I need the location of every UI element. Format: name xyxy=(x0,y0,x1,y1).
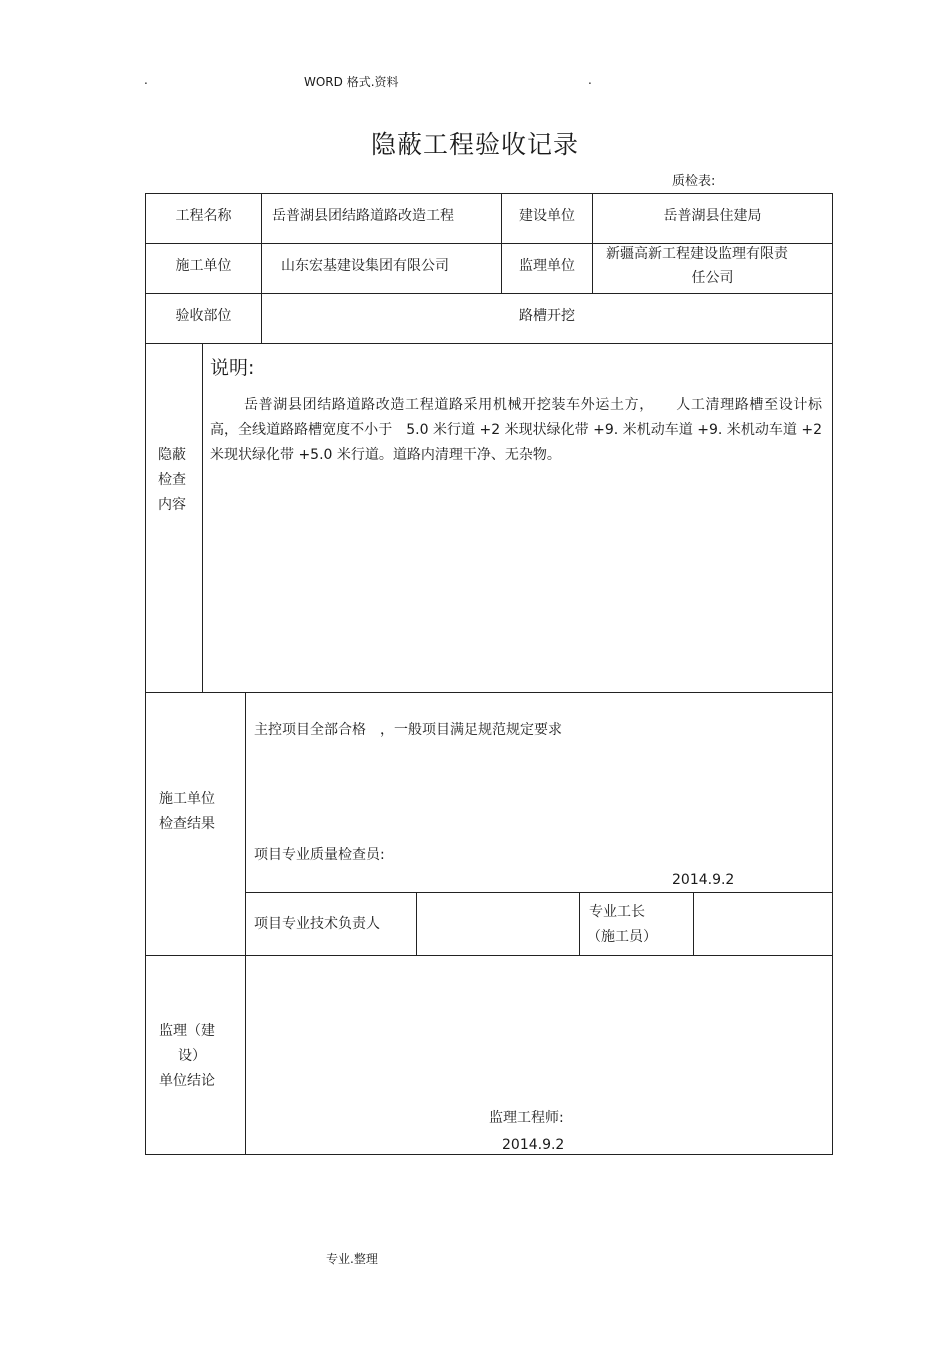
table-rule xyxy=(245,892,833,893)
table-rule xyxy=(145,343,833,344)
table-rule xyxy=(693,892,694,955)
engineer-label: 监理工程师: xyxy=(489,1110,564,1126)
header-dot-left: . xyxy=(144,73,148,87)
supervisor-label: 监理单位 xyxy=(519,258,575,274)
header-text: WORD 格式.资料 xyxy=(304,75,399,89)
contractor-label: 施工单位 xyxy=(175,258,232,274)
table-border-left xyxy=(145,193,146,1155)
part-value: 路槽开挖 xyxy=(519,308,575,324)
supervisor-value-line1: 新疆高新工程建设监理有限责 xyxy=(606,246,788,262)
tech-lead-label: 项目专业技术负责人 xyxy=(254,916,380,932)
table-rule xyxy=(416,892,417,955)
header-dot-right: . xyxy=(588,73,592,87)
supervisor-value-line2: 任公司 xyxy=(691,270,734,286)
table-border-right xyxy=(832,193,833,1155)
table-border-bottom xyxy=(145,1154,833,1155)
check-result-text: 主控项目全部合格 ，一般项目满足规范规定要求 xyxy=(254,722,562,738)
form-code-label: 质检表: xyxy=(672,174,716,189)
check-date: 2014.9.2 xyxy=(672,872,735,888)
table-rule xyxy=(145,293,833,294)
conclusion-label-line2: 设） xyxy=(178,1048,206,1064)
table-rule xyxy=(202,343,203,692)
note-text: 岳普湖县团结路道路改造工程道路采用机械开挖装车外运土方， 人工清理路槽至设计标高，全线道路路槽宽度不小于 5.0 米行道 +2 米现状绿化带 +9. 米机动车道 +9. 米机动车道 +2 米现状绿化带 +5.0 米行道。道路内清理干净、无杂物。 xyxy=(210,397,822,463)
check-label-line2: 检查结果 xyxy=(159,816,215,832)
foreman-label-line2: （施工员） xyxy=(587,929,657,945)
table-rule xyxy=(579,892,580,955)
table-border-top xyxy=(145,193,833,194)
check-label-line1: 施工单位 xyxy=(159,791,215,807)
note-heading: 说明: xyxy=(210,357,255,379)
contractor-value: 山东宏基建设集团有限公司 xyxy=(281,258,449,274)
project-name-value: 岳普湖县团结路道路改造工程 xyxy=(272,208,454,224)
project-name-label: 工程名称 xyxy=(175,208,232,224)
table-rule xyxy=(245,692,246,1154)
part-label: 验收部位 xyxy=(175,308,232,324)
table-rule xyxy=(145,955,833,956)
owner-label: 建设单位 xyxy=(519,208,575,224)
conclusion-label-line3: 单位结论 xyxy=(159,1073,215,1089)
owner-value: 岳普湖县住建局 xyxy=(663,208,762,224)
footer-text: 专业.整理 xyxy=(326,1252,378,1266)
foreman-label-line1: 专业工长 xyxy=(589,904,645,920)
conclusion-date: 2014.9.2 xyxy=(502,1137,565,1153)
hidden-content-label: 隐蔽检查内容 xyxy=(158,447,186,514)
table-rule xyxy=(145,692,833,693)
conclusion-label-line1: 监理（建 xyxy=(159,1023,215,1039)
inspector-label: 项目专业质量检查员: xyxy=(254,847,385,863)
page-title: 隐蔽工程验收记录 xyxy=(370,130,579,159)
